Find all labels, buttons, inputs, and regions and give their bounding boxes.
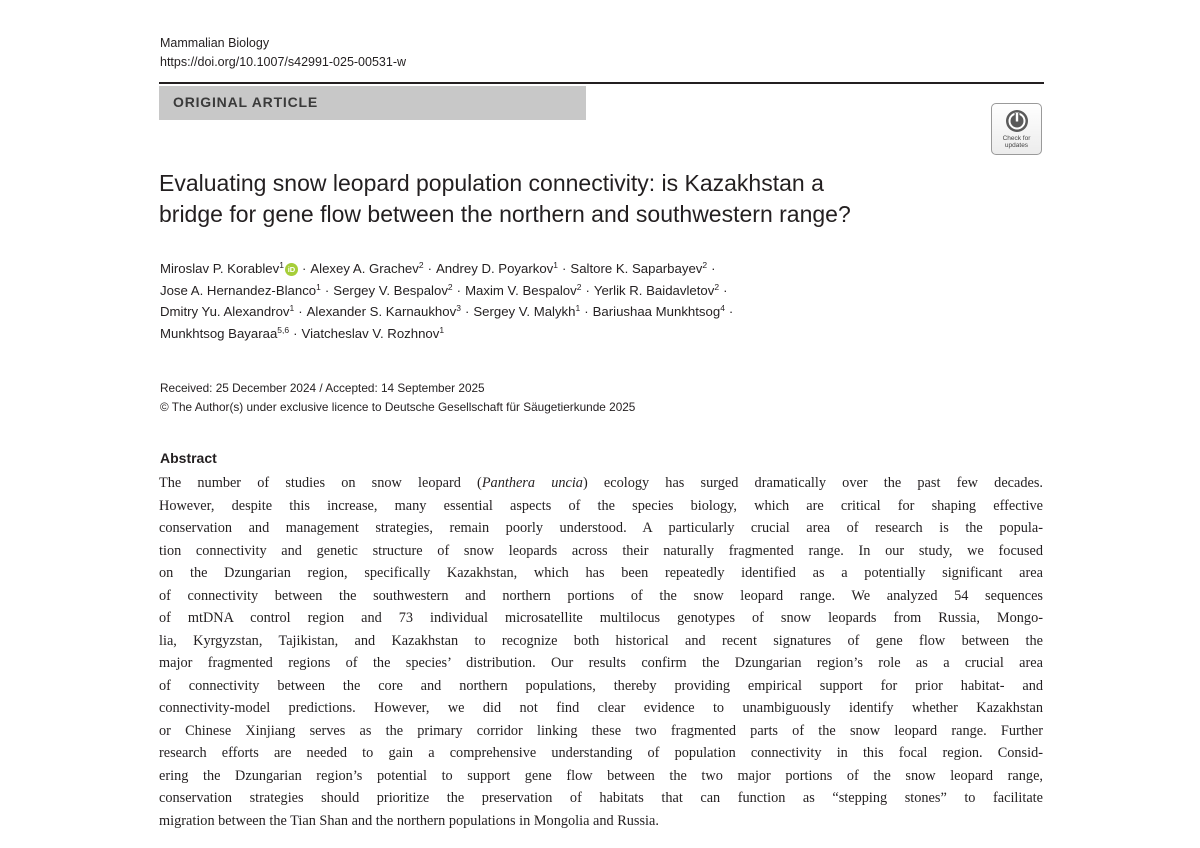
author[interactable]: Dmitry Yu. Alexandrov$^1$ bbox=[160, 303, 295, 319]
abstract-line: However, despite this increase, many essential aspects of the species biology, which are critical for shaping effective bbox=[159, 497, 1043, 514]
publication-dates bbox=[160, 379, 635, 417]
article-type-label: ORIGINAL ARTICLE bbox=[173, 94, 319, 110]
author[interactable]: Alexander S. Karnaukhov$^3$ bbox=[306, 303, 461, 319]
author[interactable]: Sergey V. Malykh$^1$ bbox=[473, 303, 581, 319]
author[interactable]: Jose A. Hernandez-Blanco$^1$ bbox=[160, 281, 321, 298]
author[interactable]: Alexey A. Grachev$^2$ bbox=[310, 260, 424, 276]
abstract-line: on the Dzungarian region, specifically Kazakhstan, which has been repeatedly identified as a potentially significant area bbox=[159, 565, 1043, 581]
author-list: Miroslav P. Korablev$^1$ iD · Alexey A. Grachev$^2$ · Andrey D. Poyarkov$^1$ · Saltore K. Saparbayev$^2$ · Jose A. Hernandez-Blanco$^1$ · Sergey V. Bespalov$^2$ · Maxim V. Bespalov$^2$ · Yerlik R. Baidavletov$^2$ · Dmitry Yu. Alexandrov$^1$ · Alexander S. Karnaukhov$^3$ · Sergey V. Malykh$^1$ · Bariushaa Munkhtsog$^4$ · Munkhtsog Bayaraa$^{5,6}$ · Viatcheslav V. Rozhnov$^1$ bbox=[160, 260, 734, 341]
abstract-line: research efforts are needed to gain a comprehensive understanding of population connectivity in this focal region. Consid- bbox=[159, 745, 1043, 761]
title-line-2: bridge for gene flow between the northern and southwestern range? bbox=[159, 201, 851, 227]
journal-name: Mammalian Biology bbox=[160, 36, 270, 50]
author[interactable]: Sergey V. Bespalov$^2$ bbox=[333, 281, 453, 298]
abstract-line: conservation and management strategies, remain poorly understood. A particularly crucial area of research is the popula- bbox=[159, 520, 1043, 536]
check-for-updates-badge[interactable] bbox=[991, 103, 1042, 155]
header-rule bbox=[159, 82, 1044, 84]
abstract-line: migration between the Tian Shan and the northern populations in Mongolia and Russia. bbox=[159, 812, 659, 829]
doi-link[interactable]: https://doi.org/10.1007/s42991-025-00531-w bbox=[160, 55, 407, 69]
author[interactable]: Bariushaa Munkhtsog$^4$ bbox=[592, 303, 725, 319]
copyright-notice: © The Author(s) under exclusive licence to Deutsche Gesellschaft für Säugetierkunde 2025 bbox=[160, 400, 636, 414]
check-for-updates-icon bbox=[1005, 109, 1029, 133]
author[interactable]: Saltore K. Saparbayev$^2$ bbox=[570, 260, 708, 276]
abstract-body bbox=[159, 472, 1043, 832]
author[interactable]: Maxim V. Bespalov$^2$ bbox=[465, 281, 582, 298]
abstract-line: of mtDNA control region and 73 individual microsatellite multilocus genotypes of snow leopards from Russia, Mongo- bbox=[159, 610, 1043, 626]
journal-header bbox=[160, 34, 406, 72]
author[interactable]: Yerlik R. Baidavletov$^2$ bbox=[593, 281, 720, 298]
author[interactable]: Miroslav P. Korablev$^1$ bbox=[160, 260, 284, 276]
abstract-line: lia, Kyrgyzstan, Tajikistan, and Kazakhstan to recognize both historical and recent signatures of gene flow between the bbox=[159, 632, 1043, 649]
orcid-icon[interactable]: iD bbox=[285, 263, 298, 276]
abstract-line: conservation strategies should prioritize the preservation of habitats that can function as “stepping stones” to facilitate bbox=[159, 790, 1043, 806]
abstract-heading: Abstract bbox=[160, 450, 217, 466]
abstract-line: tion connectivity and genetic structure of snow leopards across their naturally fragmented range. In our study, we focused bbox=[159, 542, 1043, 559]
author[interactable]: Viatcheslav V. Rozhnov$^1$ bbox=[301, 324, 445, 341]
abstract-line: ering the Dzungarian region’s potential to support gene flow between the two major portions of the snow leopard range, bbox=[159, 767, 1043, 784]
abstract-line: connectivity-model predictions. However, we did not find clear evidence to unambiguously identify whether Kazakhstan bbox=[159, 700, 1043, 716]
title-line-1: Evaluating snow leopard population connectivity: is Kazakhstan a bbox=[159, 170, 824, 196]
article-title bbox=[159, 168, 979, 230]
article-type-banner bbox=[159, 86, 586, 120]
author[interactable]: Munkhtsog Bayaraa$^{5,6}$ bbox=[160, 324, 290, 341]
abstract-line: of connectivity between the southwestern and northern portions of the snow leopard range. We analyzed 54 sequences bbox=[159, 587, 1043, 604]
abstract-line: or Chinese Xinjiang serves as the primary corridor linking these two fragmented parts of the snow leopard range. Further bbox=[159, 722, 1043, 739]
received-accepted: Received: 25 December 2024 / Accepted: 14 September 2025 bbox=[160, 381, 485, 395]
abstract-line: The number of studies on snow leopard (Panthera uncia) ecology has surged dramatically over the past few decades. bbox=[159, 475, 1043, 491]
abstract-line: of connectivity between the core and northern populations, thereby providing empirical support for prior habitat- and bbox=[159, 677, 1043, 694]
check-for-updates-label: Check for updates bbox=[1002, 135, 1031, 149]
abstract-line: major fragmented regions of the species’ distribution. Our results confirm the Dzungarian region’s role as a crucial area bbox=[159, 655, 1043, 671]
author[interactable]: Andrey D. Poyarkov$^1$ bbox=[436, 260, 559, 276]
